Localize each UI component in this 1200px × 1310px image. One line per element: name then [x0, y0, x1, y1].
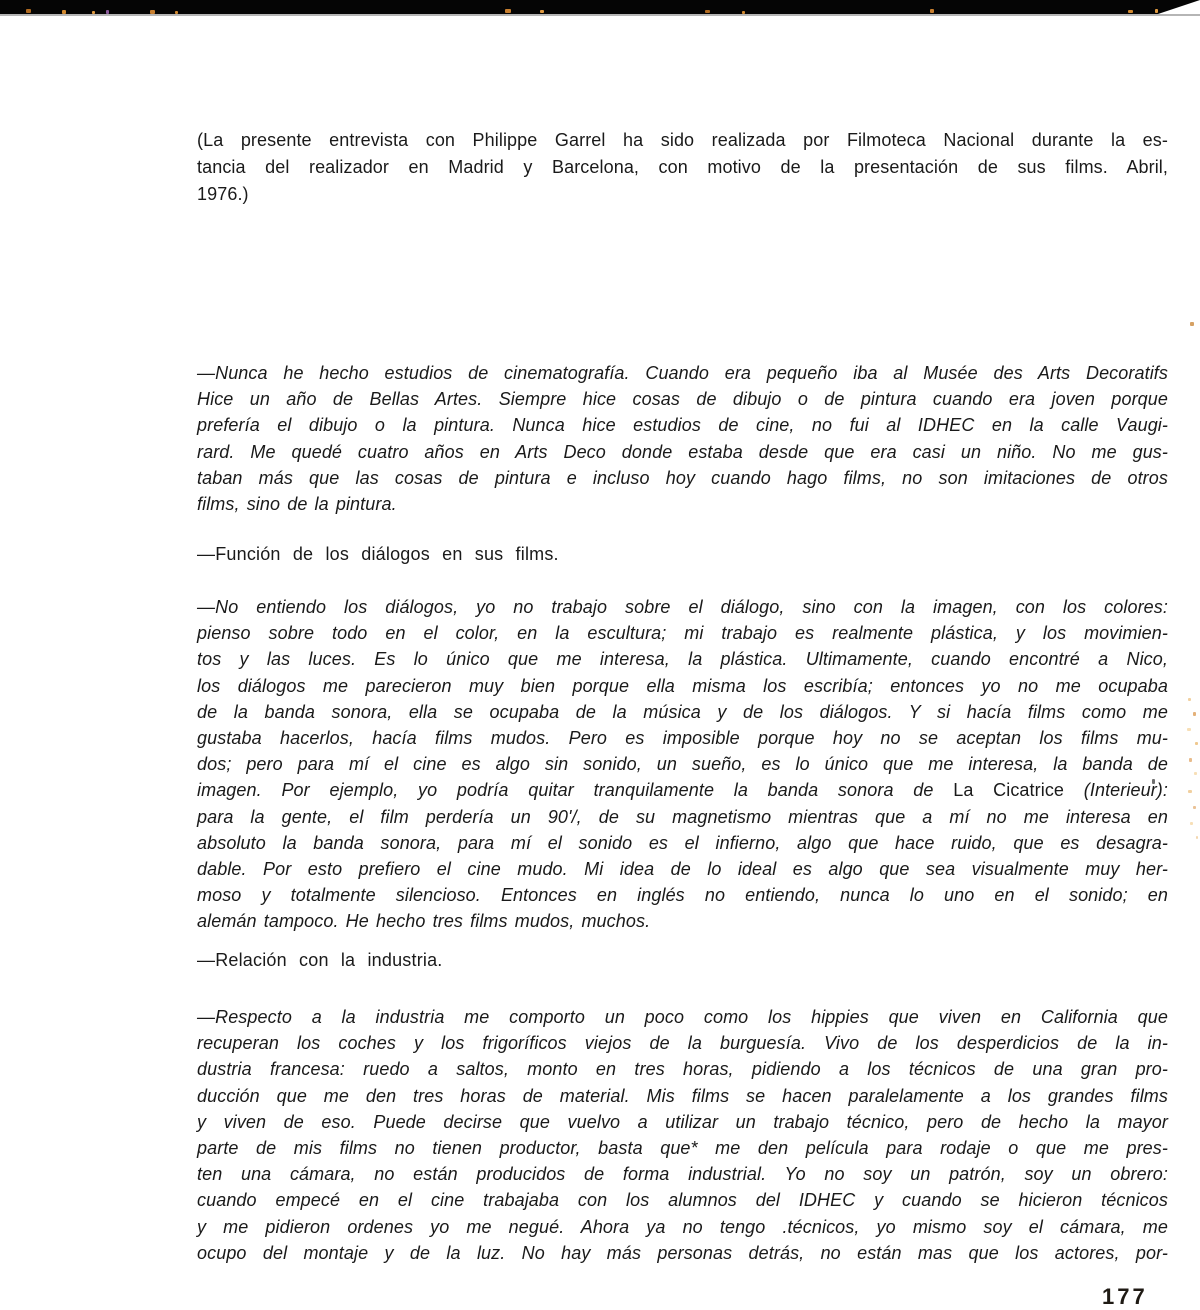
- text-line: cuando empecé en el cine trabajaba con los alumnos del IDHEC y cuando se hicieron técnicos: [197, 1190, 1168, 1211]
- text-line: tancia del realizador en Madrid y Barcelona, con motivo de la presentación de sus films. Abril,: [197, 156, 1168, 177]
- text-line: [197, 777, 1168, 803]
- scan-edge-line: [0, 14, 1200, 16]
- text-line: gustaba hacerlos, hacía films mudos. Pero es imposible porque hoy no se aceptan los films mu-: [197, 728, 1168, 749]
- text-line: —Respecto a la industria me comporto un poco como los hippies que viven en California que: [197, 1007, 1168, 1027]
- text-line: parte de mis films no tienen productor, basta que* me den película para rodaje o que me pres-: [197, 1138, 1168, 1159]
- text-line: dustria francesa: ruedo a saltos, monto en tres horas, pidiendo a los técnicos de una gran pro-: [197, 1059, 1168, 1080]
- text-line: ocupo del montaje y de la luz. No hay más personas detrás, no están mas que los actores, por-: [197, 1242, 1168, 1263]
- scan-speck: [930, 9, 934, 13]
- scan-speck: [1128, 10, 1133, 13]
- scan-speck: [505, 9, 511, 13]
- text-line: dable. Por esto prefiero el cine mudo. Mi idea de lo ideal es algo que sea visualmente muy her-: [197, 859, 1168, 880]
- page-number: 177: [1102, 1284, 1148, 1309]
- text-line: Hice un año de Bellas Artes. Siempre hice cosas de dibujo o de pintura cuando era joven porque: [197, 389, 1168, 410]
- scan-speck: [1190, 822, 1193, 825]
- scan-speck: [1193, 806, 1196, 809]
- scan-speck: [540, 10, 544, 13]
- scan-bar-taper: [1158, 0, 1200, 14]
- scan-edge-bar: [0, 0, 1200, 14]
- text-line: recuperan los coches y los frigoríficos viejos de la burguesía. Vivo de los desperdicios de la in-: [197, 1033, 1168, 1054]
- text-segment: (Interieur):: [1083, 780, 1168, 801]
- text-line: tos y las luces. Es lo único que me interesa, la plástica. Ultimamente, cuando encontré a Nico,: [197, 649, 1168, 670]
- scan-speck: [1187, 728, 1191, 731]
- scan-speck: [705, 10, 710, 13]
- scan-speck: [1188, 698, 1191, 701]
- text-line: y me pidieron ordenes yo me negué. Ahora ya no tengo .técnicos, yo mismo soy el cámara, me: [197, 1216, 1168, 1237]
- text-line: y viven de eso. Puede decirse que vuelvo a utilizar un trabajo técnico, pero de hecho la mayor: [197, 1111, 1168, 1132]
- intro-note: [197, 127, 1168, 207]
- text-line: pienso sobre todo en el color, en la escultura; mi trabajo es realmente plástica, y los movimien-: [197, 623, 1168, 644]
- text-segment: imagen. Por ejemplo, yo podría quitar tranquilamente la banda sonora de: [197, 780, 934, 801]
- text-line: ducción que me den tres horas de material. Mis films se hacen paralelamente a los grandes films: [197, 1085, 1168, 1106]
- text-line: prefería el dibujo o la pintura. Nunca hice estudios de cine, no fui al IDHEC en la calle Vaugi-: [197, 415, 1168, 436]
- text-line: de la banda sonora, ella se ocupaba de la música y de los diálogos. Y si hacía films como me: [197, 701, 1168, 722]
- text-line: ten una cámara, no están producidos de forma industrial. Yo no soy un patrón, soy un obrero:: [197, 1164, 1168, 1185]
- text-line: rard. Me quedé cuatro años en Arts Deco donde estaba desde que era casi un niño. No me gus-: [197, 441, 1168, 462]
- text-line: para la gente, el film perdería un 90'/, de su magnetismo mientras que a mí no me interesa en: [197, 806, 1168, 827]
- question-line-2: —Relación con la industria.: [197, 950, 443, 970]
- text-line: absoluto la banda sonora, para mí el sonido es el infierno, algo que hace ruido, que es desagra-: [197, 832, 1168, 853]
- scan-speck: [1190, 322, 1194, 326]
- text-line: 1976.): [197, 183, 249, 204]
- scan-speck: [1155, 9, 1158, 13]
- film-title: La Cicatrice: [953, 780, 1065, 801]
- text-line: moso y totalmente silencioso. Entonces en inglés no entiendo, nunca lo uno en el sonido; en: [197, 885, 1168, 906]
- scan-speck: [1194, 772, 1197, 775]
- scan-speck: [1193, 712, 1196, 716]
- question-line-1: —Función de los diálogos en sus films.: [197, 544, 559, 564]
- answer-paragraph-2: [197, 594, 1168, 935]
- scan-speck: [1189, 758, 1192, 762]
- text-line: films, sino de la pintura.: [197, 494, 397, 515]
- text-line: (La presente entrevista con Philippe Garrel ha sido realizada por Filmoteca Nacional durante la es-: [197, 130, 1168, 150]
- text-line: alemán tampoco. He hecho tres films mudos, muchos.: [197, 911, 651, 932]
- answer-paragraph-3: [197, 1004, 1168, 1266]
- text-line: taban más que las cosas de pintura e incluso hoy cuando hago films, no son imitaciones de otros: [197, 467, 1168, 488]
- text-line: —No entiendo los diálogos, yo no trabajo sobre el diálogo, sino con la imagen, con los colores:: [197, 597, 1168, 617]
- scan-speck: [1188, 790, 1192, 793]
- scan-speck: [1196, 836, 1198, 839]
- text-line: —Nunca he hecho estudios de cinematografía. Cuando era pequeño iba al Musée des Arts Decoratifs: [197, 363, 1168, 383]
- text-line: dos; pero para mí el cine es algo sin sonido, un sueño, es lo único que me interesa, la banda de: [197, 754, 1168, 775]
- text-line: los diálogos me parecieron muy bien porque ella misma los escribía; entonces yo no me ocupaba: [197, 675, 1168, 696]
- scan-speck: [26, 9, 31, 13]
- answer-paragraph-1: [197, 360, 1168, 517]
- scan-speck: [1195, 742, 1198, 745]
